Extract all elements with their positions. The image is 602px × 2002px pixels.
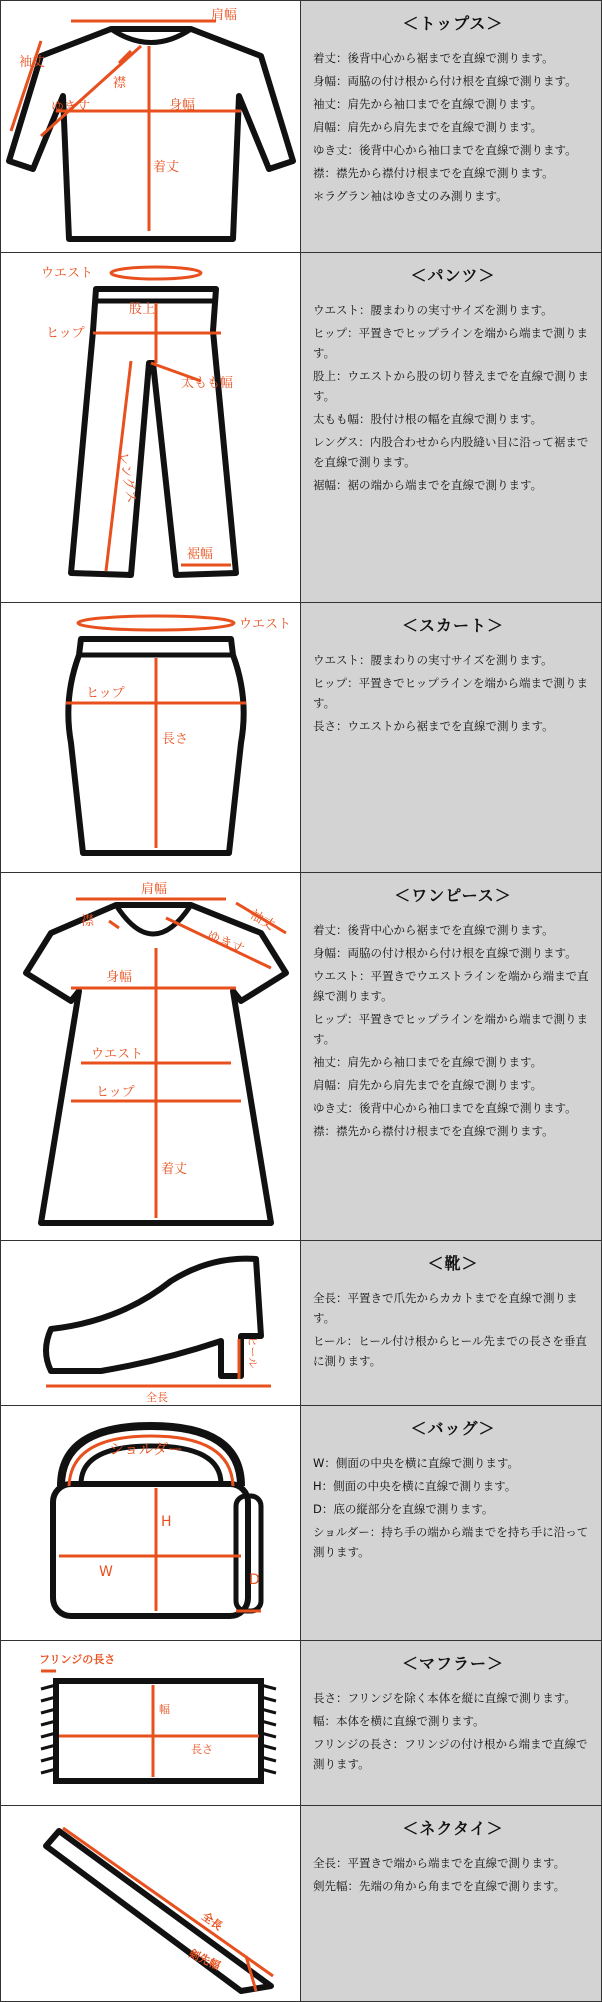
label-width: 幅: [159, 1703, 170, 1716]
tie-item: 全長：平置きで端から端までを直線で測ります。: [313, 1856, 566, 1870]
shoes-item: 全長：平置きで爪先からカカトまでを直線で測ります。: [313, 1291, 578, 1325]
muffler-heading: ＜マフラー＞: [401, 1654, 504, 1673]
pants-illustration: [1, 253, 301, 602]
pants-heading: ＜パンツ＞: [410, 266, 496, 285]
tie-illustration: [1, 1806, 301, 2001]
pants-items: [313, 300, 593, 495]
muffler-diagram: [1, 1641, 301, 1806]
section-tie: [1, 1806, 601, 2001]
label-yuki: ゆき丈: [51, 100, 91, 115]
label-fringe: フリンジの長さ: [39, 1653, 116, 1666]
onepiece-item: 袖丈：肩先から袖口までを直線で測ります。: [313, 1055, 543, 1069]
label-waist: ウエスト: [239, 617, 292, 632]
label-hip: ヒップ: [46, 326, 85, 341]
bag-items: [313, 1453, 593, 1562]
label-shoulder: 肩幅: [211, 8, 238, 23]
waist-ellipse: [78, 616, 234, 630]
label-hip: ヒップ: [96, 1085, 135, 1100]
section-shoes: [1, 1241, 601, 1406]
bag-illustration: [1, 1406, 301, 1640]
label-heel: ヒール: [246, 1336, 259, 1369]
onepiece-illustration: [1, 873, 301, 1240]
pants-diagram: [1, 253, 301, 603]
onepiece-item: 身幅：両脇の付け根から付け根を直線で測ります。: [313, 946, 577, 960]
tops-item: 肩幅：肩先から肩先までを直線で測ります。: [313, 120, 543, 134]
label-total: 全長: [199, 1909, 225, 1934]
total-length-line: [63, 1828, 273, 1976]
muffler-item: 長さ：フリンジを除く本体を縦に直線で測ります。: [313, 1691, 576, 1705]
shoes-item: ヒール：ヒール付け根からヒール先までの長さを垂直に測ります。: [313, 1334, 587, 1368]
label-w: W: [99, 1564, 113, 1580]
label-body: 身幅: [106, 970, 133, 985]
tops-illustration: [1, 1, 301, 252]
label-sleeve: 袖丈: [19, 55, 46, 70]
skirt-illustration: [1, 603, 301, 872]
pants-item: 股上：ウエストから股の切り替えまでを直線で測ります。: [313, 369, 589, 403]
onepiece-item: ヒップ：平置きでヒップラインを端から端まで測ります。: [313, 1012, 588, 1046]
skirt-item: 長さ：ウエストから裾までを直線で測ります。: [313, 719, 554, 733]
label-h: H: [161, 1514, 172, 1530]
muffler-item: 幅：本体を横に直線で測ります。: [313, 1714, 485, 1728]
tie-items: [313, 1853, 593, 1896]
skirt-item: ヒップ：平置きでヒップラインを端から端まで測ります。: [313, 676, 588, 710]
label-hem: 裾幅: [187, 547, 214, 562]
tops-heading: ＜トップス＞: [402, 14, 504, 33]
muffler-items: [313, 1688, 593, 1774]
tops-outline: [9, 29, 293, 239]
label-length: 着丈: [161, 1162, 188, 1177]
label-length: 長さ: [191, 1743, 213, 1756]
bag-item: W：側面の中央を横に直線で測ります。: [313, 1456, 519, 1470]
skirt-item: ウエスト：腰まわりの実寸サイズを測ります。: [313, 653, 553, 667]
onepiece-item: ゆき丈：後背中心から袖口までを直線で測ります。: [313, 1101, 577, 1115]
section-pants: [1, 253, 601, 603]
shoes-description: [301, 1241, 601, 1405]
bag-item: ショルダー：持ち手の端から端までを持ち手に沿って測ります。: [313, 1525, 589, 1559]
pants-item: レングス：内股合わせから内股縫い目に沿って裾までを直線で測ります。: [313, 435, 589, 469]
label-total: 全長: [146, 1391, 168, 1404]
label-yuki: ゆき丈: [204, 928, 247, 959]
onepiece-items: [313, 920, 593, 1141]
label-collar: 襟: [81, 914, 95, 929]
onepiece-item: 着丈：後背中心から裾までを直線で測ります。: [313, 923, 554, 937]
bag-diagram: [1, 1406, 301, 1641]
tie-heading: ＜ネクタイ＞: [402, 1819, 504, 1838]
section-onepiece: [1, 873, 601, 1241]
muffler-body: [56, 1681, 261, 1781]
pants-item: 太もも幅：股付け根の幅を直線で測ります。: [313, 412, 543, 426]
tops-item: ＊ラグラン袖はゆき丈のみ測ります。: [313, 189, 508, 203]
section-skirt: [1, 603, 601, 873]
section-tops: [1, 1, 601, 253]
label-waist: ウエスト: [41, 266, 94, 281]
tops-item: 身幅：両脇の付け根から付け根を直線で測ります。: [313, 74, 577, 88]
collar-line: [109, 921, 119, 928]
label-rise: 股上: [129, 302, 156, 317]
tie-description: [301, 1806, 601, 2001]
label-length: 着丈: [153, 160, 180, 175]
muffler-item: フリンジの長さ：フリンジの付け根から端まで直線で測ります。: [313, 1737, 588, 1771]
label-waist: ウエスト: [91, 1047, 144, 1062]
shoes-heading: ＜靴＞: [427, 1254, 479, 1273]
section-muffler: [1, 1641, 601, 1806]
label-d: D: [249, 1572, 260, 1588]
onepiece-diagram: [1, 873, 301, 1241]
skirt-heading: ＜スカート＞: [401, 616, 504, 635]
label-length: 長さ: [162, 732, 189, 747]
label-length: レングス: [115, 451, 139, 505]
shoe-outline: [46, 1259, 261, 1376]
bag-item: D：底の縦部分を直線で測ります。: [313, 1502, 494, 1516]
tie-outline: [46, 1831, 271, 1991]
muffler-description: [301, 1641, 601, 1805]
bag-description: [301, 1406, 601, 1640]
label-shoulder: 肩幅: [141, 882, 168, 897]
onepiece-heading: ＜ワンピース＞: [394, 886, 512, 905]
onepiece-item: 肩幅：肩先から肩先までを直線で測ります。: [313, 1078, 543, 1092]
shoes-illustration: [1, 1241, 301, 1405]
shoes-items: [313, 1288, 593, 1371]
tie-diagram: [1, 1806, 301, 2001]
pants-item: ウエスト：腰まわりの実寸サイズを測ります。: [313, 303, 553, 317]
label-shoulder: ショルダー: [109, 1440, 184, 1458]
pants-description: [301, 253, 601, 602]
pants-item: 裾幅：裾の端から端までを直線で測ります。: [313, 478, 543, 492]
waist-ellipse: [111, 267, 201, 279]
yuki-line: [41, 46, 141, 136]
skirt-items: [313, 650, 593, 736]
tops-item: 袖丈：肩先から袖口までを直線で測ります。: [313, 97, 543, 111]
muffler-illustration: [1, 1641, 301, 1805]
label-hip: ヒップ: [86, 686, 125, 701]
bag-item: H：側面の中央を横に直線で測ります。: [313, 1479, 517, 1493]
onepiece-description: [301, 873, 601, 1240]
tops-diagram: [1, 1, 301, 253]
skirt-diagram: [1, 603, 301, 873]
label-collar: 襟: [113, 76, 127, 91]
section-bag: [1, 1406, 601, 1641]
pants-item: ヒップ：平置きでヒップラインを端から端まで測ります。: [313, 326, 588, 360]
label-body: 身幅: [169, 98, 196, 113]
onepiece-item: 襟：襟先から襟付け根までを直線で測ります。: [313, 1124, 554, 1138]
tops-item: ゆき丈：後背中心から袖口までを直線で測ります。: [313, 143, 577, 157]
label-sleeve: 袖丈: [247, 907, 278, 934]
tops-items: [313, 48, 593, 206]
label-tip: 剣先幅: [186, 1946, 223, 1973]
onepiece-item: ウエスト：平置きでウエストラインを端から端まで直線で測ります。: [313, 969, 589, 1003]
label-thigh: 太もも幅: [181, 376, 234, 391]
tops-description: [301, 1, 601, 252]
tops-item: 襟：襟先から襟付け根までを直線で測ります。: [313, 166, 554, 180]
bag-body: [53, 1484, 248, 1616]
skirt-description: [301, 603, 601, 872]
onepiece-neckline: [116, 905, 191, 934]
shoes-diagram: [1, 1241, 301, 1406]
tie-item: 剣先幅：先端の角から角までを直線で測ります。: [313, 1879, 566, 1893]
tops-item: 着丈：後背中心から裾までを直線で測ります。: [313, 51, 554, 65]
bag-heading: ＜バッグ＞: [410, 1419, 496, 1438]
